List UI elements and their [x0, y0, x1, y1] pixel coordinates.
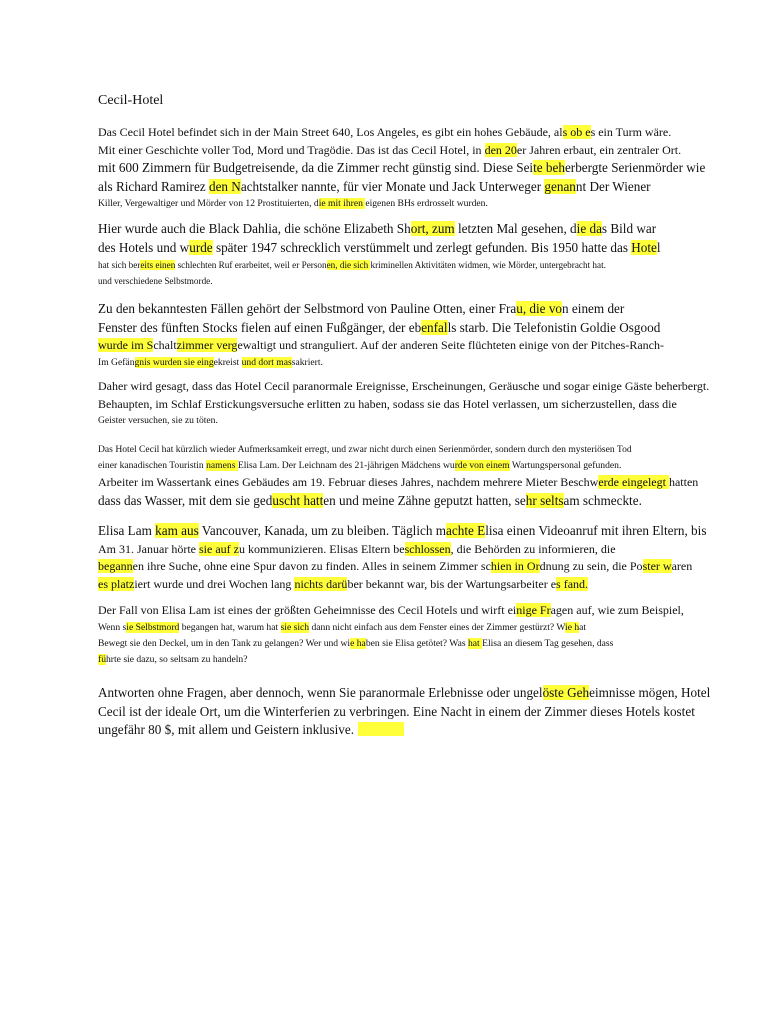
highlighted-text: ie h — [565, 621, 580, 633]
text-segment: Arbeiter im Wassertank eines Gebäudes am 19. Februar dieses Jahres, nachdem mehrere Mieter Beschw — [98, 475, 599, 489]
text-segment: am schmeckte. — [563, 492, 642, 508]
text-segment: hat sich ber — [98, 260, 141, 270]
highlighted-text: nichts daru — [294, 576, 348, 591]
paragraph — [98, 602, 738, 668]
paragraph — [98, 442, 738, 510]
text-segment: Behaupten, im Schlaf Erstickungsversuche erlitten zu haben, sodass sie das Hotel verlassen, um sicherzustellen, dass die — [98, 396, 677, 411]
highlighted-text: wurde im S — [98, 338, 154, 352]
text-segment: Hier wurde auch die Black Dahlia, die schöne Elizabeth Sh — [98, 221, 411, 236]
text-line — [98, 337, 738, 355]
highlighted-text: schlossen — [404, 541, 451, 556]
text-line — [98, 474, 738, 492]
highlighted-text: ie Selbstmord — [126, 621, 180, 633]
text-line — [98, 636, 738, 652]
text-line — [98, 124, 738, 142]
text-segment: Killer, Vergewaltiger und Mörder von 12 Prostituierten, d — [98, 198, 319, 209]
highlighted-text: s ob e — [562, 125, 591, 139]
text-segment: Bewegt sie den Deckel, um in den Tank zu gelangen? Wer und wi — [98, 637, 351, 649]
text-segment: später 1947 schrecklich verstümmelt und zerlegt gefunden. Bis 1950 hatte das — [212, 239, 632, 255]
paragraph — [98, 378, 738, 429]
text-segment: letzten Mal gesehen, d — [454, 221, 577, 236]
highlighted-text: zimmer verg — [176, 338, 238, 352]
text-line — [98, 721, 738, 740]
text-segment: Der Fall von Elisa Lam ist eines der größten Geheimnisse des Cecil Hotels und wirft ei — [98, 603, 517, 617]
text-segment: des Hotels und w — [98, 239, 190, 255]
text-segment: dann nicht einfach aus dem Fenster eines der Zimmer gestürzt? W — [309, 621, 566, 633]
highlighted-text: te beh — [533, 160, 565, 175]
text-segment: iert wurde und drei Wochen lang — [134, 576, 295, 591]
highlighted-text: s fand. — [556, 576, 589, 591]
text-segment: ls starb. Die Telefonistin Goldie Osgood — [447, 319, 661, 335]
text-segment: chalt — [153, 338, 177, 352]
highlighted-text: achte E — [446, 523, 486, 538]
text-segment: ewaltigt und stranguliert. Auf der anderen Seite flüchteten einige von der Pitches-Ranch- — [237, 338, 664, 352]
text-segment: nt Der Wiener — [575, 178, 651, 194]
text-segment: Am 31. Januar hörte — [98, 541, 199, 556]
paragraph — [98, 220, 738, 289]
text-segment: Vancouver, Kanada, um zu bleiben. Täglich m — [198, 523, 447, 538]
text-segment: Fenster des fünften Stocks fielen auf einen Fußgänger, der eb — [98, 319, 422, 335]
text-segment: erbergte Serienmörder wie — [564, 160, 706, 175]
text-segment: achtstalker nannte, für vier Monate und Jack Unterweger — [240, 178, 545, 194]
text-segment: Daher wird gesagt, dass das Hotel Cecil paranormale Ereignisse, Erscheinungen, Geräusche und sogar einige Gäste beherbergt. — [98, 379, 710, 393]
text-segment: Das Cecil Hotel befindet sich in der Main Street 640, Los Angeles, es gibt ein hohes Gebäude, al — [98, 125, 563, 139]
text-line — [98, 541, 738, 559]
text-line — [98, 142, 738, 160]
paragraph — [98, 124, 738, 212]
text-segment: Cecil ist der ideale Ort, um die Winterferien zu verbringen. Eine Nacht in einem der Zimmer dieses Hotels kostet — [98, 703, 695, 719]
text-segment: ̈hrte sie dazu, so seltsam zu handeln? — [106, 653, 248, 665]
highlighted-text: ster w — [642, 559, 672, 573]
text-segment: Elisa an diesem Tag gesehen, dass — [482, 637, 614, 649]
text-segment: er Jahren erbaut, ein zentraler Ort. — [516, 142, 682, 157]
text-segment: s ein Turm wäre. — [590, 125, 672, 139]
text-segment: n einem der — [562, 301, 625, 316]
text-segment: Elisa Lam. Der Leichnam des 21-jährigen Mädchens wu — [237, 460, 455, 471]
highlighted-text: ie da — [576, 221, 602, 236]
text-line — [98, 413, 738, 429]
text-segment: hatten — [668, 475, 699, 489]
text-segment: eimnisse mögen, Hotel — [589, 685, 711, 700]
text-segment: ben sie Elisa getötet? Was — [365, 637, 468, 649]
text-segment: und verschiedene Selbstmorde. — [98, 276, 213, 286]
text-line — [98, 196, 738, 212]
text-segment: schlechten Ruf erarbeitet, weil er Person — [175, 260, 327, 270]
text-segment: s Bild war — [601, 221, 657, 236]
highlighted-text: ie mit ihren — [318, 198, 366, 209]
highlighted-text: urde — [189, 239, 213, 255]
text-segment: Antworten ohne Fragen, aber dennoch, wenn Sie paranormale Erlebnisse oder ungel — [98, 685, 543, 700]
highlighted-text: Hote — [631, 239, 657, 255]
highlighted-text: erde eingelegt — [598, 475, 669, 489]
highlighted-text: eits einen — [140, 260, 176, 270]
text-line — [98, 396, 738, 414]
text-line — [98, 300, 738, 319]
highlighted-text: hat — [467, 637, 483, 649]
text-segment: begangen hat, warum hat — [179, 621, 281, 633]
text-line — [98, 178, 738, 197]
text-segment: Im Gefän — [98, 356, 135, 368]
highlighted-text: sie auf z — [198, 541, 239, 556]
highlighted-text: uscht hatt — [272, 492, 324, 508]
text-segment: kriminellen Aktivitäten widmen, wie Mörder, untergebracht hat. — [370, 260, 606, 270]
text-segment: lisa einen Videoanruf mit ihren Eltern, bis — [485, 523, 707, 538]
text-segment: en ihre Suche, ohne eine Spur davon zu finden. Alles in seinem Zimmer sc — [132, 559, 491, 573]
highlighted-text: es platz — [98, 576, 135, 591]
text-line — [98, 378, 738, 396]
text-segment: Geister versuchen, sie zu töten. — [98, 415, 218, 426]
text-segment: ungefähr 80 $, mit allem und Geistern inklusive. — [98, 722, 355, 737]
text-segment: dass das Wasser, mit dem sie ged — [98, 492, 273, 508]
text-segment: at — [579, 621, 587, 633]
text-line — [98, 239, 738, 258]
highlighted-text: en, die sich — [326, 260, 371, 270]
text-segment: Wartungspersonal gefunden. — [509, 460, 622, 471]
text-line — [98, 602, 738, 620]
text-segment: l — [656, 239, 661, 255]
text-segment: ekreist — [213, 356, 242, 368]
text-segment: Zu den bekanntesten Fällen gehört der Selbstmord von Pauline Otten, einer Fra — [98, 301, 517, 316]
text-segment: dnung zu sein, die Po — [539, 559, 643, 573]
text-segment: eigenen BHs erdrosselt wurden. — [365, 198, 488, 209]
text-segment: agen auf, wie zum Beispiel, — [550, 603, 684, 617]
text-line — [98, 558, 738, 576]
text-line — [98, 652, 738, 668]
text-line — [98, 576, 738, 594]
text-segment: aren — [671, 559, 693, 573]
document-title: Cecil-Hotel — [98, 93, 164, 108]
text-segment: u kommunizieren. Elisas Eltern be — [238, 541, 405, 556]
text-segment: als Richard Ramirez — [98, 178, 209, 194]
text-segment: Mit einer Geschichte voller Tod, Mord und Tragödie. Das ist das Cecil Hotel, in — [98, 142, 485, 157]
text-segment: ̈ber bekannt war, bis der Wartungsarbeiter e — [347, 576, 557, 591]
text-line — [98, 522, 738, 541]
highlighted-text: genan — [544, 178, 576, 194]
text-line — [98, 458, 738, 474]
text-segment: , die Behörden zu informieren, die — [450, 541, 616, 556]
highlighted-text: kam aus — [155, 523, 199, 538]
text-line — [98, 220, 738, 239]
text-segment: mit 600 Zimmern für Budgetreisende, da die Zimmer recht günstig sind. Diese Sei — [98, 160, 534, 175]
text-line — [98, 159, 738, 178]
text-line — [98, 273, 738, 289]
highlighted-text: öste Geh — [542, 685, 590, 700]
highlighted-text: gnis wurden sie eing — [134, 356, 214, 368]
text-segment: sakriert. — [291, 356, 323, 368]
text-segment: Elisa Lam — [98, 523, 156, 538]
highlighted-text: sie sich — [280, 621, 310, 633]
text-line — [98, 319, 738, 338]
text-line — [98, 355, 738, 371]
highlighted-text: hr selts — [525, 492, 564, 508]
highlighted-text: ort, — [410, 221, 432, 236]
highlighted-text: begann — [98, 559, 133, 573]
highlighted-text: den 20 — [484, 142, 517, 157]
highlighted-text: namens — [206, 460, 238, 471]
text-segment: Wenn s — [98, 621, 127, 633]
paragraph — [98, 522, 738, 593]
highlighted-text: e ha — [350, 637, 366, 649]
document-page — [98, 92, 728, 120]
text-line — [98, 620, 738, 636]
text-line — [98, 684, 738, 703]
text-line — [98, 703, 738, 722]
text-segment: Das Hotel Cecil hat kürzlich wieder Aufmerksamkeit erregt, und zwar nicht durch einen Serienmörder, sondern durch den mysteriösen Tod — [98, 444, 632, 455]
text-segment: en und meine Zähne geputzt hatten, se — [323, 492, 526, 508]
highlighted-text: zum — [431, 221, 455, 236]
text-segment: einer kanadischen Touristin — [98, 460, 207, 471]
highlighted-text: u, die vo — [516, 301, 563, 316]
paragraph — [98, 684, 738, 740]
text-line — [98, 257, 738, 273]
highlighted-text: und dort mas — [241, 356, 292, 368]
highlighted-text: rde von einem — [454, 460, 510, 471]
text-line — [98, 442, 738, 458]
text-line — [98, 492, 738, 511]
highlighted-text: den N — [208, 178, 241, 194]
highlight-mark — [358, 722, 404, 736]
highlighted-text: hien in Or — [490, 559, 540, 573]
highlighted-text: fu — [98, 653, 106, 665]
highlighted-text: enfal — [421, 319, 448, 335]
highlighted-text: nige Fr — [516, 603, 551, 617]
paragraph — [98, 300, 738, 371]
